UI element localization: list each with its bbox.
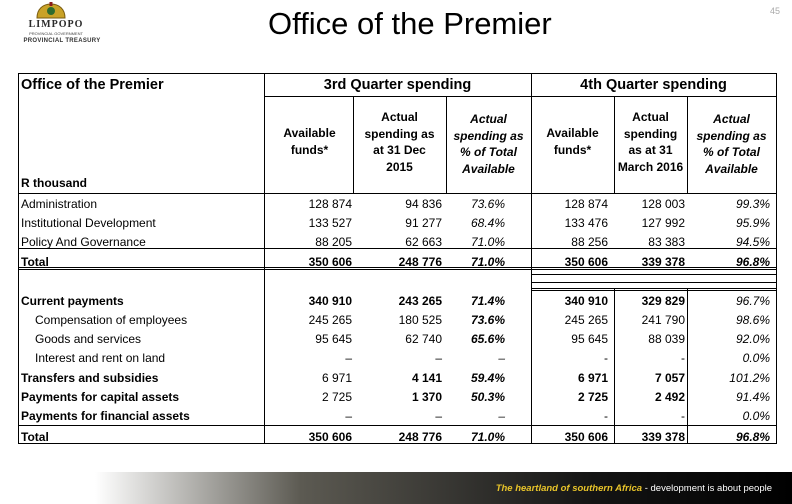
col-header-q4-percent: Actual spending as % of Total Available — [696, 112, 767, 176]
group-header-q4: 4th Quarter spending — [580, 77, 727, 93]
row-label: Institutional Development — [21, 216, 156, 230]
row-value: 6 971 — [321, 371, 352, 385]
row-label: Payments for financial assets — [21, 409, 190, 423]
spacer-line-b — [531, 282, 776, 283]
row-value: 340 910 — [308, 294, 352, 308]
row-value: – — [498, 351, 505, 365]
col-header-q3-actual: Actual spending as at 31 Dec 2015 — [364, 110, 435, 174]
row-value: 248 776 — [398, 255, 442, 269]
row-value: 339 378 — [641, 430, 685, 444]
row-value: 350 606 — [564, 255, 608, 269]
row-value: 1 370 — [411, 390, 442, 404]
row-value: 329 829 — [641, 294, 685, 308]
spending-table — [18, 73, 777, 444]
row-label: Transfers and subsidies — [21, 371, 159, 385]
row-value: 7 057 — [654, 371, 685, 385]
row-value: 83 383 — [648, 235, 685, 249]
row-value: 6 971 — [577, 371, 608, 385]
logo-line-2: PROVINCIAL GOVERNMENT — [29, 31, 83, 36]
table-corner-title: Office of the Premier — [21, 77, 164, 93]
row-value: – — [498, 409, 505, 423]
row-value: 73.6% — [470, 313, 505, 327]
row-value: 96.8% — [735, 430, 770, 444]
col-header-q3-available: Available funds* — [283, 126, 336, 157]
row-label: Goods and services — [35, 332, 142, 346]
col-header-q4-available: Available funds* — [546, 126, 599, 157]
row-value: - — [604, 351, 608, 365]
row-value: 71.0% — [470, 235, 505, 249]
row-value: 88 256 — [571, 235, 608, 249]
row-value: 248 776 — [398, 430, 442, 444]
group-header-q3: 3rd Quarter spending — [323, 77, 472, 93]
row-value: – — [345, 351, 352, 365]
footer-slogan: The heartland of southern Africa - development is about people — [495, 483, 772, 494]
row-value: 133 476 — [564, 216, 608, 230]
col-header-q4-actual: Actual spending as at 31 March 2016 — [617, 110, 684, 174]
row-value: 71.0% — [470, 255, 505, 269]
row-value: 95 645 — [315, 332, 352, 346]
limpopo-logo — [6, 0, 118, 48]
row-value: – — [435, 409, 442, 423]
row-divider-total2-top — [19, 425, 776, 426]
header-divider — [264, 96, 776, 97]
row-value: 95.9% — [735, 216, 770, 230]
row-value: 65.6% — [470, 332, 505, 346]
row-label: Administration — [21, 197, 98, 211]
row-value: 94 836 — [405, 197, 442, 211]
row-value: 68.4% — [470, 216, 505, 230]
row-value: 339 378 — [641, 255, 685, 269]
row-label: Total — [21, 255, 49, 269]
spacer-line-c — [531, 288, 776, 291]
row-value: 128 003 — [641, 197, 685, 211]
logo-line-1: LIMPOPO — [28, 19, 84, 30]
row-value: 92.0% — [735, 332, 770, 346]
spacer-line-a — [531, 274, 776, 275]
row-value: 245 265 — [308, 313, 352, 327]
row-label: Payments for capital assets — [21, 390, 180, 404]
row-value: 73.6% — [470, 197, 505, 211]
slide-title: Office of the Premier — [268, 6, 552, 41]
row-value: 340 910 — [564, 294, 608, 308]
row-value: 128 874 — [564, 197, 608, 211]
row-value: 243 265 — [398, 294, 442, 308]
coat-of-arms-icon — [34, 1, 68, 19]
row-value: 101.2% — [729, 371, 770, 385]
row-value: 350 606 — [564, 430, 608, 444]
footer-banner — [0, 472, 792, 504]
page-number: 45 — [770, 6, 781, 16]
row-value: 59.4% — [470, 371, 505, 385]
row-value: – — [345, 409, 352, 423]
row-value: 96.8% — [735, 255, 770, 269]
row-value: - — [604, 409, 608, 423]
row-value: - — [681, 409, 685, 423]
row-value: 350 606 — [308, 430, 352, 444]
col-divider-label — [264, 74, 265, 444]
row-label: Total — [21, 430, 49, 444]
row-value: 88 039 — [648, 332, 685, 346]
row-value: 91.4% — [735, 390, 770, 404]
row-value: - — [681, 351, 685, 365]
row-value: 0.0% — [742, 351, 770, 365]
row-value: 99.3% — [735, 197, 770, 211]
row-value: 62 740 — [405, 332, 442, 346]
row-value: 96.7% — [735, 294, 770, 308]
row-value: – — [435, 351, 442, 365]
row-divider-unit — [19, 193, 776, 194]
row-value: 4 141 — [411, 371, 442, 385]
row-value: 95 645 — [571, 332, 608, 346]
row-value: 0.0% — [742, 409, 770, 423]
row-value: 128 874 — [308, 197, 352, 211]
row-label: Compensation of employees — [35, 313, 188, 327]
logo-line-3: PROVINCIAL TREASURY — [23, 38, 101, 44]
row-value: 94.5% — [735, 235, 770, 249]
row-value: 2 725 — [577, 390, 608, 404]
row-value: 2 492 — [654, 390, 685, 404]
row-label: Current payments — [21, 294, 124, 308]
row-value: 350 606 — [308, 255, 352, 269]
row-value: 2 725 — [321, 390, 352, 404]
row-label: Interest and rent on land — [35, 351, 166, 365]
row-value: 88 205 — [315, 235, 352, 249]
row-value: 91 277 — [405, 216, 442, 230]
col-header-q3-percent: Actual spending as % of Total Available — [453, 112, 524, 176]
row-value: 245 265 — [564, 313, 608, 327]
col-divider-q4-b-lower — [687, 289, 688, 444]
row-value: 241 790 — [641, 313, 685, 327]
row-value: 98.6% — [735, 313, 770, 327]
row-value: 62 663 — [405, 235, 442, 249]
unit-label: R thousand — [21, 176, 87, 190]
row-value: 71.4% — [470, 294, 505, 308]
row-label: Policy And Governance — [21, 235, 146, 249]
row-value: 180 525 — [398, 313, 442, 327]
row-value: 50.3% — [470, 390, 505, 404]
row-value: 127 992 — [641, 216, 685, 230]
row-value: 71.0% — [470, 430, 505, 444]
row-value: 133 527 — [308, 216, 352, 230]
